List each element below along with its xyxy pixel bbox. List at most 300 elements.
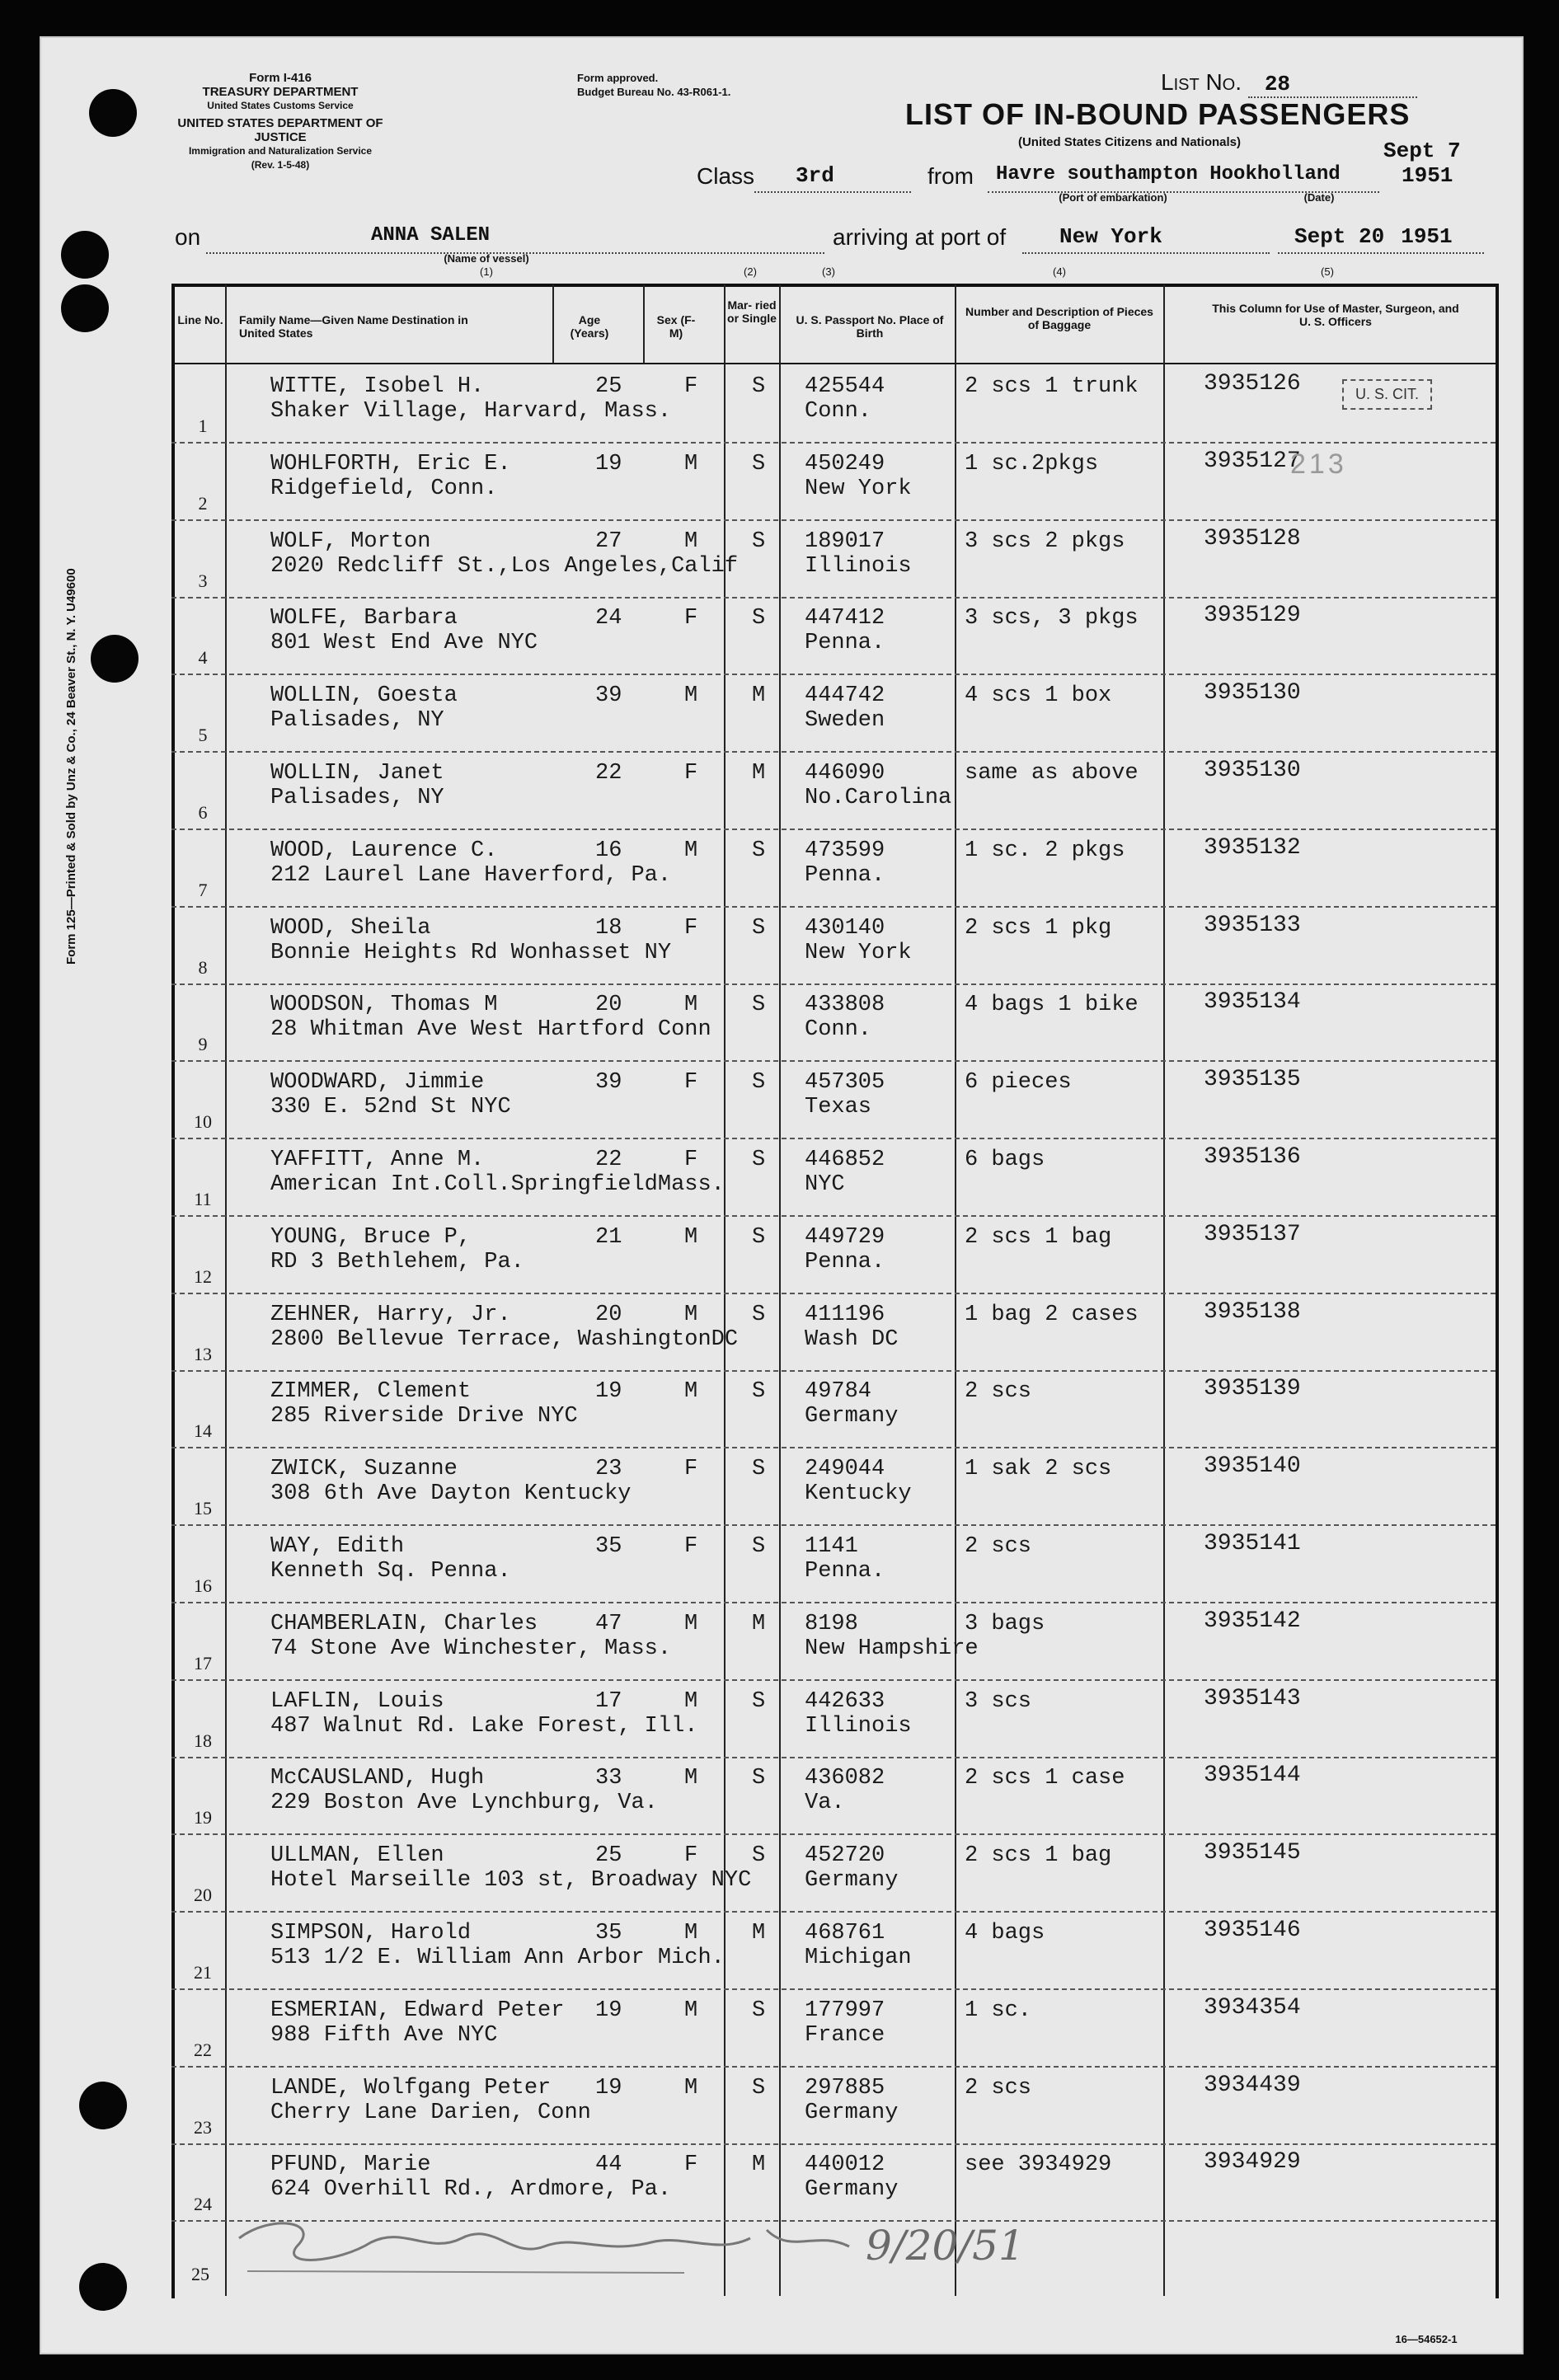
binder-hole [61,284,109,332]
table-row [171,1293,1496,1372]
binder-hole [79,2082,127,2129]
marital-status: S [752,451,766,476]
marital-status: S [752,1224,766,1250]
sex: M [684,1921,698,1946]
marital-status: S [752,528,766,554]
sex: M [684,1997,698,2023]
destination: Palisades, NY [270,786,444,810]
passenger-name: WOHLFORTH, Eric E. [270,451,511,476]
age: 39 [595,683,622,709]
age: 35 [595,1534,622,1559]
table-row [171,1833,1496,1913]
line-number: 1 [198,415,208,436]
sex: F [684,1843,698,1869]
age: 33 [595,1766,622,1791]
col-age: Age (Years) [570,313,609,340]
age: 25 [595,1843,622,1869]
age: 25 [595,374,622,399]
destination: 2800 Bellevue Terrace, WashingtonDC [270,1326,739,1352]
sex: M [684,1224,698,1250]
age: 17 [595,1688,622,1714]
passport-number: 468761 [805,1921,885,1946]
place-of-birth: Germany [805,1868,899,1894]
age: 20 [595,993,622,1018]
officer-number: 3935130 [1204,758,1301,783]
officer-number: 3935129 [1204,603,1301,629]
place-of-birth: New Hampshire [805,1636,979,1661]
table-row [171,1138,1496,1217]
passport-number: 473599 [805,838,885,863]
place-of-birth: Kentucky [805,1481,912,1507]
passenger-name: WOOD, Laurence C. [270,838,498,863]
place-of-birth: Conn. [805,399,872,424]
passenger-name: ZEHNER, Harry, Jr. [270,1302,511,1327]
passport-number: 8198 [805,1611,858,1636]
age: 19 [595,2075,622,2101]
table-row [171,1060,1496,1139]
page-title: LIST OF IN-BOUND PASSENGERS [905,97,1411,131]
line-number: 2 [198,492,208,514]
age: 19 [595,1997,622,2023]
table-row [171,1447,1496,1526]
destination: 624 Overhill Rd., Ardmore, Pa. [270,2177,672,2203]
place-of-birth: New York [805,940,912,965]
officer-number: 3935132 [1204,834,1301,861]
table-row [171,1911,1496,1990]
sex: M [684,1379,698,1405]
form-approval: Form approved. Budget Bureau No. 43-R061-1. [577,72,731,98]
passport-number: 177997 [805,1997,885,2023]
marital-status: S [752,2075,766,2101]
list-number: List No. 28 [1161,69,1417,98]
passport-number: 457305 [805,1070,885,1096]
marital-status: S [752,1766,766,1791]
col-sex: Sex (F-M) [656,313,696,340]
col-officers: This Column for Use of Master, Surgeon, and U. S. Officers [1212,302,1459,328]
line-number: 16 [194,1575,212,1596]
line-number: 20 [194,1885,212,1906]
baggage-description: 2 scs 1 bag [965,1843,1112,1869]
age: 27 [595,528,622,554]
line-number: 8 [198,956,208,978]
sex: F [684,761,698,786]
line-number: 9 [198,1034,208,1055]
binder-hole [91,635,139,683]
destination: 229 Boston Ave Lynchburg, Va. [270,1791,658,1816]
page-subtitle: (United States Citizens and Nationals) [1017,135,1242,149]
baggage-description: 4 scs 1 box [965,683,1112,709]
line-number: 10 [194,1111,212,1133]
passport-number: 446090 [805,761,885,786]
baggage-description: 6 bags [965,1148,1045,1172]
destination: 801 West End Ave NYC [270,631,538,656]
passenger-name: PFUND, Marie [270,2152,431,2178]
passport-number: 444742 [805,683,885,709]
line-number: 19 [194,1807,212,1828]
passport-number: 446852 [805,1148,885,1172]
destination: 988 Fifth Ave NYC [270,2022,498,2048]
place-of-birth: Germany [805,2177,899,2203]
sex: M [684,451,698,476]
destination: 308 6th Ave Dayton Kentucky [270,1481,632,1507]
passport-number: 447412 [805,606,885,631]
age: 24 [595,606,622,631]
sex: F [684,606,698,631]
marital-status: S [752,1148,766,1172]
col-num-5: (5) [1321,265,1334,278]
passenger-name: SIMPSON, Harold [270,1921,472,1946]
age: 44 [595,2152,622,2178]
on-label: on [175,224,201,250]
destination: 74 Stone Ave Winchester, Mass. [270,1636,672,1661]
baggage-description: 3 scs, 3 pkgs [965,606,1139,631]
footer-code: 16—54652-1 [1395,2333,1458,2345]
marital-status: M [752,1921,766,1946]
place-of-birth: Conn. [805,1017,872,1043]
officer-number: 3935135 [1204,1067,1301,1093]
passenger-name: WOLLIN, Janet [270,761,444,786]
place-of-birth: Penna. [805,1559,885,1584]
passenger-name: ESMERIAN, Edward Peter [270,1997,565,2023]
marital-status: S [752,1302,766,1327]
marital-status: S [752,1379,766,1405]
passenger-name: YAFFITT, Anne M. [270,1148,485,1172]
passenger-name: LANDE, Wolfgang Peter [270,2075,552,2101]
passport-number: 433808 [805,993,885,1018]
baggage-description: 3 scs [965,1688,1032,1714]
place-of-birth: Sweden [805,708,885,734]
age: 23 [595,1457,622,1482]
passenger-name: WOLFE, Barbara [270,606,458,631]
destination: American Int.Coll.SpringfieldMass. [270,1172,725,1197]
col-name: Family Name—Given Name Destination in United States [239,313,468,340]
destination: 28 Whitman Ave West Hartford Conn [270,1017,711,1043]
class-field: 3rd [754,163,911,193]
baggage-description: 2 scs 1 bag [965,1224,1112,1250]
line-number: 24 [194,2194,212,2215]
marital-status: M [752,1611,766,1636]
baggage-description: see 3934929 [965,2152,1112,2178]
passport-number: 442633 [805,1688,885,1714]
destination: Bonnie Heights Rd Wonhasset NY [270,940,672,965]
officer-number: 3934439 [1204,2072,1301,2098]
baggage-description: 1 sc. [965,1997,1032,2023]
passenger-name: WAY, Edith [270,1534,405,1559]
age: 47 [595,1611,622,1636]
passenger-name: CHAMBERLAIN, Charles [270,1611,538,1636]
destination: Ridgefield, Conn. [270,476,498,501]
age: 39 [595,1070,622,1096]
officer-number: 3935130 [1204,680,1301,706]
baggage-description: 2 scs [965,2075,1032,2101]
place-of-birth: Germany [805,2100,899,2125]
marital-status: S [752,993,766,1018]
age: 16 [595,838,622,863]
place-of-birth: Penna. [805,631,885,656]
passenger-name: WOODSON, Thomas M [270,993,498,1018]
line-number: 14 [194,1420,212,1442]
sex: F [684,374,698,399]
marital-status: S [752,838,766,863]
age: 19 [595,451,622,476]
age: 22 [595,1148,622,1172]
passenger-name: ZWICK, Suzanne [270,1457,458,1482]
sex: F [684,915,698,941]
sex: F [684,2152,698,2178]
place-of-birth: Penna. [805,862,885,888]
line-number: 23 [194,2116,212,2138]
baggage-description: 3 scs 2 pkgs [965,528,1125,554]
passport-number: 189017 [805,528,885,554]
destination: 285 Riverside Drive NYC [270,1404,578,1429]
signature-date: 9/20/51 [866,2222,1025,2270]
vessel-field: ANNA SALEN [206,224,824,254]
passenger-name: LAFLIN, Louis [270,1688,444,1714]
binder-hole [61,231,109,279]
place-of-birth: Wash DC [805,1326,899,1352]
place-of-birth: Va. [805,1791,845,1816]
officer-number: 3935144 [1204,1763,1301,1789]
table-row [171,1369,1496,1448]
line-number: 15 [194,1498,212,1519]
departure-year: 1951 [1402,163,1453,188]
passenger-name: McCAUSLAND, Hugh [270,1766,485,1791]
age: 20 [595,1302,622,1327]
col-num-3: (3) [822,265,835,278]
destination: 513 1/2 E. William Ann Arbor Mich. [270,1946,725,1970]
passport-number: 297885 [805,2075,885,2101]
officer-number: 3935142 [1204,1608,1301,1634]
marital-status: M [752,2152,766,2178]
baggage-description: 2 scs 1 pkg [965,915,1112,941]
sex: M [684,528,698,554]
sex: F [684,1148,698,1172]
destination: 487 Walnut Rd. Lake Forest, Ill. [270,1713,698,1739]
place-of-birth: Penna. [805,1249,885,1274]
table-row [171,2066,1496,2145]
from-label: from [927,163,974,189]
binder-hole [89,89,137,137]
col-line-no: Line No. [177,313,223,326]
officer-number: 3935136 [1204,1144,1301,1170]
officer-number: 3935138 [1204,1298,1301,1325]
sex: M [684,683,698,709]
passenger-name: ULLMAN, Ellen [270,1843,444,1869]
sex: M [684,1688,698,1714]
marital-status: S [752,374,766,399]
line-number-25: 25 [191,2264,209,2284]
place-of-birth: Illinois [805,553,912,579]
place-of-birth: New York [805,476,912,501]
line-number: 6 [198,802,208,823]
col-married: Mar- ried or Single [727,298,777,325]
destination: 212 Laurel Lane Haverford, Pa. [270,862,672,888]
passport-number: 450249 [805,451,885,476]
line-number: 11 [194,1189,212,1209]
line-number: 4 [198,647,208,669]
officer-number: 3935145 [1204,1840,1301,1866]
table-row [171,906,1496,985]
binder-hole [79,2263,127,2311]
destination: 2020 Redcliff St.,Los Angeles,Calif [270,553,739,579]
officer-number: 3935133 [1204,912,1301,938]
marital-status: S [752,606,766,631]
marital-status: S [752,1457,766,1482]
line-number: 3 [198,570,208,591]
age: 22 [595,761,622,786]
baggage-description: 2 scs [965,1379,1032,1405]
port-of-embarkation: Havre southampton Hookholland [988,163,1379,193]
table-row [171,364,1496,444]
line-number: 18 [194,1730,212,1751]
baggage-description: 2 scs [965,1534,1032,1559]
table-row [171,596,1496,675]
officer-number: 3935137 [1204,1221,1301,1247]
destination: Shaker Village, Harvard, Mass. [270,399,672,424]
port-caption: (Port of embarkation) [1059,191,1167,204]
departure-date: Sept 7 [1383,138,1461,163]
place-of-birth: France [805,2022,885,2048]
place-of-birth: Germany [805,1404,899,1429]
officer-number: 3935128 [1204,525,1301,552]
sex: F [684,1457,698,1482]
sex: M [684,2075,698,2101]
sex: M [684,1302,698,1327]
passport-number: 452720 [805,1843,885,1869]
officer-number: 3935127 [1204,448,1301,474]
passport-number: 49784 [805,1379,872,1405]
passport-number: 425544 [805,374,885,399]
line-number: 22 [194,2039,212,2060]
printer-imprint: Form 125—Printed & Sold by Unz & Co., 24 Beaver St., N. Y. U49600 [64,568,78,965]
marital-status: S [752,1534,766,1559]
sex: M [684,1611,698,1636]
passenger-name: WITTE, Isobel H. [270,374,485,399]
age: 19 [595,1379,622,1405]
arriving-label: arriving at port of [833,224,1007,250]
officer-number: 3935141 [1204,1531,1301,1556]
marital-status: S [752,1997,766,2023]
marital-status: S [752,1688,766,1714]
stamp-number: 213 [1290,448,1347,480]
baggage-description: 1 sc. 2 pkgs [965,838,1125,863]
sex: F [684,1534,698,1559]
table-row [171,1524,1496,1603]
place-of-birth: NYC [805,1172,845,1197]
line-number: 17 [194,1652,212,1674]
col-num-1: (1) [480,265,493,278]
baggage-description: 2 scs 1 case [965,1766,1125,1791]
passport-number: 449729 [805,1224,885,1250]
place-of-birth: No.Carolina [805,786,952,810]
baggage-description: 2 scs 1 trunk [965,374,1139,399]
table-row [171,829,1496,908]
baggage-description: same as above [965,761,1139,786]
officer-number: 3935140 [1204,1453,1301,1480]
table-row [171,1602,1496,1681]
place-of-birth: Michigan [805,1946,912,1970]
passenger-name: WOODWARD, Jimmie [270,1070,485,1096]
passenger-name: WOOD, Sheila [270,915,431,941]
passport-number: 411196 [805,1302,885,1327]
arrival-port-field: New York [1022,224,1270,254]
class-label: Class [697,163,755,189]
marital-status: S [752,1070,766,1096]
destination: Hotel Marseille 103 st, Broadway NYC [270,1868,752,1894]
marital-status: M [752,761,766,786]
table-row [171,1215,1496,1294]
passenger-name: YOUNG, Bruce P, [270,1224,472,1250]
col-passport: U. S. Passport No. Place of Birth [796,313,944,340]
citizen-stamp: U. S. CIT. [1342,379,1432,410]
line-number: 21 [194,1962,212,1983]
officer-number: 3935146 [1204,1918,1301,1943]
table-row [171,519,1496,599]
line-number: 7 [198,879,208,900]
age: 18 [595,915,622,941]
table-row [171,1756,1496,1835]
passenger-name: WOLLIN, Goesta [270,683,458,709]
officer-number: 3935143 [1204,1685,1301,1711]
place-of-birth: Illinois [805,1713,912,1739]
marital-status: S [752,915,766,941]
date-caption: (Date) [1303,191,1335,204]
passport-number: 436082 [805,1766,885,1791]
sex: M [684,1766,698,1791]
table-row [171,751,1496,830]
sex: M [684,993,698,1018]
passport-number: 249044 [805,1457,885,1482]
place-of-birth: Texas [805,1095,872,1120]
arrival-date-field: Sept 20 1951 [1278,224,1484,254]
officer-number: 3934354 [1204,1994,1301,2021]
destination: Cherry Lane Darien, Conn [270,2100,591,2125]
col-num-4: (4) [1053,265,1066,278]
marital-status: M [752,683,766,709]
destination: 330 E. 52nd St NYC [270,1095,511,1120]
officer-number: 3935139 [1204,1376,1301,1402]
table-row [171,1679,1496,1758]
destination: RD 3 Bethlehem, Pa. [270,1249,524,1274]
line-number: 12 [194,1265,212,1287]
form-header-left: Form I-416 TREASURY DEPARTMENT United States Customs Service UNITED STATES DEPARTMENT OF JUSTICE Immigration and Naturalization Service (Rev. 1-5-48) [177,71,383,171]
sex: M [684,838,698,863]
passport-number: 440012 [805,2152,885,2178]
baggage-description: 1 bag 2 cases [965,1302,1139,1327]
table-row [171,674,1496,753]
age: 21 [595,1224,622,1250]
destination: Kenneth Sq. Penna. [270,1559,511,1584]
baggage-description: 1 sak 2 scs [965,1457,1112,1482]
passenger-name: WOLF, Morton [270,528,431,554]
marital-status: S [752,1843,766,1869]
line-number: 5 [198,725,208,746]
col-baggage: Number and Description of Pieces of Baggage [965,305,1153,331]
age: 35 [595,1921,622,1946]
baggage-description: 3 bags [965,1611,1045,1636]
officer-number: 3935126 [1204,371,1301,397]
table-row [171,983,1496,1062]
baggage-description: 4 bags [965,1921,1045,1946]
baggage-description: 4 bags 1 bike [965,993,1139,1018]
passport-number: 1141 [805,1534,858,1559]
baggage-description: 1 sc.2pkgs [965,451,1099,476]
officer-number: 3934929 [1204,2149,1301,2176]
baggage-description: 6 pieces [965,1070,1072,1096]
table-row [171,1988,1496,2068]
line-number: 13 [194,1343,212,1364]
officer-number: 3935134 [1204,989,1301,1016]
